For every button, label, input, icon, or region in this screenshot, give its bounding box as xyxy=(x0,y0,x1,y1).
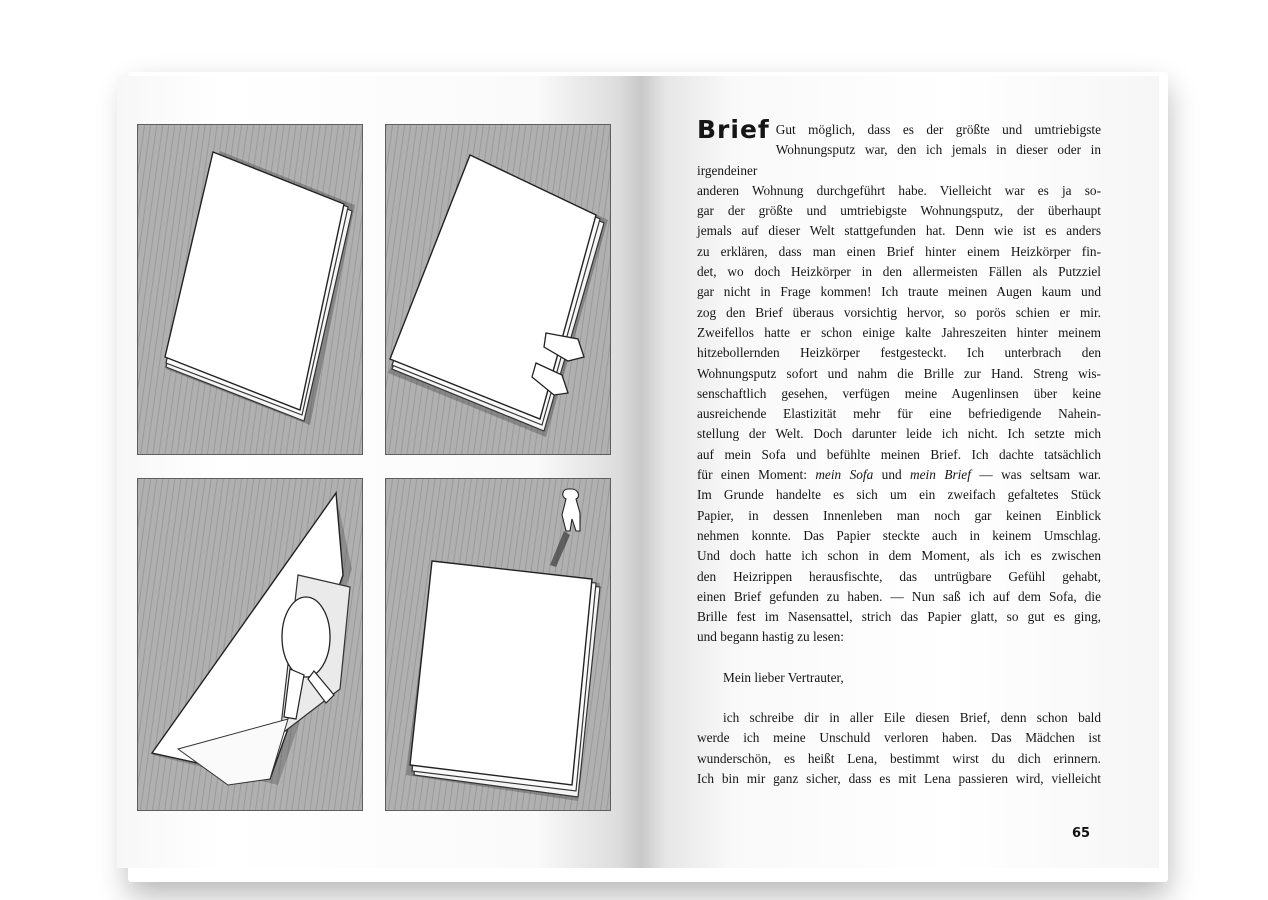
text-fragment: und xyxy=(873,467,911,483)
text-fragment: — was seltsam war. xyxy=(970,467,1102,483)
text-line-4: gar der größte und umtriebigste Wohnungsputz, der überhaupt xyxy=(697,203,1101,219)
text-line-13: senschaftlich gesehen, verfügen meine Augenlinsen über keine xyxy=(697,385,1101,401)
text-line-12: Wohnungsputz sofort und nahm die Brille zur Hand. Streng wis- xyxy=(697,365,1101,381)
text-line-16: auf mein Sofa und befühlte meinen Brief. Ich dachte tatsächlich xyxy=(697,446,1101,462)
letter-with-figure-drawing xyxy=(386,125,610,454)
text-line-8: gar nicht in Frage kommen! Ich traute meinen Augen kaum und xyxy=(697,284,1101,300)
text-line-14: ausreichende Elastizität mehr für eine befriedigende Nahein- xyxy=(697,406,1101,422)
emphasis-mein-brief: mein Brief xyxy=(910,467,971,483)
text-line-1: Gut möglich, dass es der größte und umtriebigste xyxy=(775,122,1101,137)
text-line-6: zu erklären, dass man einen Brief hinter einem Heizkörper fin- xyxy=(697,243,1101,259)
emphasis-mein-sofa: mein Sofa xyxy=(815,467,874,483)
illustration-panel-2 xyxy=(385,124,611,455)
letter-line-2: werde ich meine Unschuld verloren haben. Das Mädchen ist xyxy=(697,730,1101,746)
text-line-15: stellung der Welt. Doch darunter leide ich nicht. Ich setzte mich xyxy=(697,426,1101,442)
text-line-11: hitzebollernden Heizkörper festgesteckt. Ich unterbrach den xyxy=(697,345,1101,361)
text-line-21: Und doch hatte ich schon in dem Moment, als ich es zwischen xyxy=(697,548,1101,564)
illustration-panel-3 xyxy=(137,478,363,811)
text-line-2: Wohnungsputz war, den ich jemals in dieser oder in irgendeiner xyxy=(697,142,1101,178)
text-line-25: und begann hastig zu lesen: xyxy=(697,629,844,645)
folded-letter-drawing xyxy=(138,125,362,454)
page-number: 65 xyxy=(1072,826,1091,841)
text-line-18: Im Grunde handelte es sich um ein zweifach gefaltetes Stück xyxy=(697,487,1101,503)
text-line-3: anderen Wohnung durchgeführt habe. Vielleicht war es ja so- xyxy=(697,182,1101,198)
letter-walking-figure-drawing xyxy=(386,479,610,810)
open-letter-figure-drawing xyxy=(138,479,362,810)
letter-salutation: Mein lieber Vertrauter, xyxy=(723,669,844,685)
letter-line-4: Ich bin mir ganz sicher, dass es mit Lena passieren wird, vielleicht xyxy=(697,770,1101,786)
text-fragment: für einen Moment: xyxy=(697,467,816,483)
illustration-panel-1 xyxy=(137,124,363,455)
illustration-panel-4 xyxy=(385,478,611,811)
text-line-22: den Heizrippen herausfischte, das untrügbare Gefühl gehabt, xyxy=(697,568,1101,584)
text-line-24: Brille fest im Nasensattel, strich das Papier glatt, so gut es ging, xyxy=(697,609,1101,625)
story-text xyxy=(697,115,1102,789)
letter-line-3: wunderschön, es heißt Lena, bestimmt wirst du dich erinnern. xyxy=(697,750,1101,766)
chapter-title: Brief xyxy=(697,115,770,144)
text-line-9: zog den Brief überaus vorsichtig hervor, so porös schien er mir. xyxy=(697,304,1101,320)
text-line-7: det, wo doch Heizkörper in den allermeisten Fällen als Putzziel xyxy=(697,264,1101,280)
text-line-20: nehmen konnte. Das Papier steckte auch in keinem Umschlag. xyxy=(697,527,1101,543)
text-line-23: einen Brief gefunden zu haben. — Nun saß ich auf dem Sofa, die xyxy=(697,588,1101,604)
letter-line-1: ich schreibe dir in aller Eile diesen Brief, denn schon bald xyxy=(723,710,1101,726)
text-line-10: Zweifellos hatte er schon einige kalte Jahreszeiten hinter meinem xyxy=(697,324,1101,340)
text-line-17 xyxy=(697,465,1101,485)
text-line-19: Papier, in dessen Innenleben man noch gar keinen Einblick xyxy=(697,507,1101,523)
text-line-5: jemals auf dieser Welt stattgefunden hat. Denn wie ist es anders xyxy=(697,223,1101,239)
